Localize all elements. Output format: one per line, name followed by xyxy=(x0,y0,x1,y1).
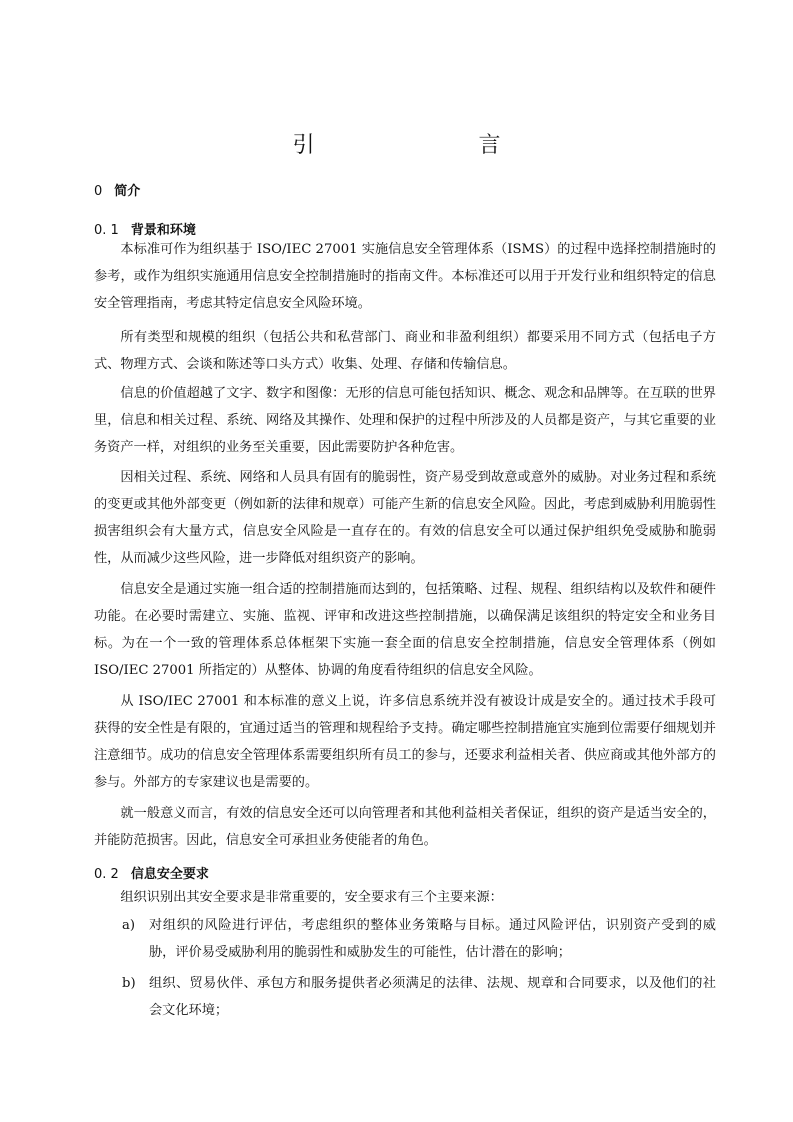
section-heading-intro xyxy=(94,180,140,199)
paragraph-information-value: 信息的价值超越了文字、数字和图像：无形的信息可能包括知识、概念、观念和品牌等。在互联的世界里，信息和相关过程、系统、网络及其操作、处理和保护的过程中所涉及的人员都是资产，与其它重要的业务资产一样，对组织的业务至关重要，因此需要防护各种危害。 xyxy=(94,386,716,455)
list-item-text: 对组织的风险进行评估，考虑组织的整体业务策略与目标。通过风险评估，识别资产受到的威胁，评价易受威胁利用的脆弱性和威胁发生的可能性，估计潜在的影响； xyxy=(149,918,716,960)
paragraph-controls: 信息安全是通过实施一组合适的控制措施而达到的，包括策略、过程、规程、组织结构以及软件和硬件功能。在必要时需建立、实施、监视、评审和改进这些控制措施，以确保满足该组织的特定安全和业务目标。为在一个一致的管理体系总体框架下实施一套全面的信息安全控制措施，信息安全管理体系（例如 ISO/IEC 27001 所指定的）从整体、协调的角度看待组织的信息安全风险。 xyxy=(94,582,716,678)
section-title: 背景和环境 xyxy=(130,223,196,238)
section-number: 0. 1 xyxy=(94,223,119,238)
paragraph-threats: 因相关过程、系统、网络和人员具有固有的脆弱性，资产易受到故意或意外的威胁。对业务过程和系统的变更或其他外部变更（例如新的法律和规章）可能产生新的信息安全风险。因此，考虑到威胁利用脆弱性损害组织会有大量方式，信息安全风险是一直存在的。有效的信息安全可以通过保护组织免受威胁和脆弱性，从而减少这些风险，进一步降低对组织资产的影响。 xyxy=(94,470,716,566)
section-number: 0 xyxy=(94,184,103,199)
paragraph-assurance: 就一般意义而言，有效的信息安全还可以向管理者和其他利益相关者保证，组织的资产是适当安全的，并能防范损害。因此，信息安全可承担业务使能者的角色。 xyxy=(94,806,716,848)
list-marker: a) xyxy=(122,918,136,933)
page-title: 引 言 xyxy=(292,133,541,158)
section-title: 信息安全要求 xyxy=(130,867,209,882)
list-item-text: 组织、贸易伙伴、承包方和服务提供者必须满足的法律、法规、规章和合同要求，以及他们的社会文化环境； xyxy=(149,976,716,1018)
section-title: 简介 xyxy=(114,184,141,199)
paragraph-organizations: 所有类型和规模的组织（包括公共和私营部门、商业和非盈利组织）都要采用不同方式（包括电子方式、物理方式、会谈和陈述等口头方式）收集、处理、存储和传输信息。 xyxy=(94,330,716,372)
paragraph-purpose: 本标准可作为组织基于 ISO/IEC 27001 实施信息安全管理体系（ISMS）的过程中选择控制措施时的参考，或作为组织实施通用信息安全控制措施时的指南文件。本标准还可以用于开发行业和组织特定的信息安全管理指南，考虑其特定信息安全风险环境。 xyxy=(94,242,716,311)
list-item-b xyxy=(94,970,716,1024)
paragraph-requirement-sources: 组织识别出其安全要求是非常重要的，安全要求有三个主要来源： xyxy=(120,890,503,905)
list-marker: b) xyxy=(122,976,136,991)
list-item-a xyxy=(94,912,716,966)
paragraph-iso-27001: 从 ISO/IEC 27001 和本标准的意义上说，许多信息系统并没有被设计成是安全的。通过技术手段可获得的安全性是有限的，宜通过适当的管理和规程给予支持。确定哪些控制措施宜实施到位需要仔细规划并注意细节。成功的信息安全管理体系需要组织所有员工的参与，还要求利益相关者、供应商或其他外部方的参与。外部方的专家建议也是需要的。 xyxy=(94,694,716,790)
section-heading-requirements xyxy=(94,863,209,882)
section-number: 0. 2 xyxy=(94,867,119,882)
